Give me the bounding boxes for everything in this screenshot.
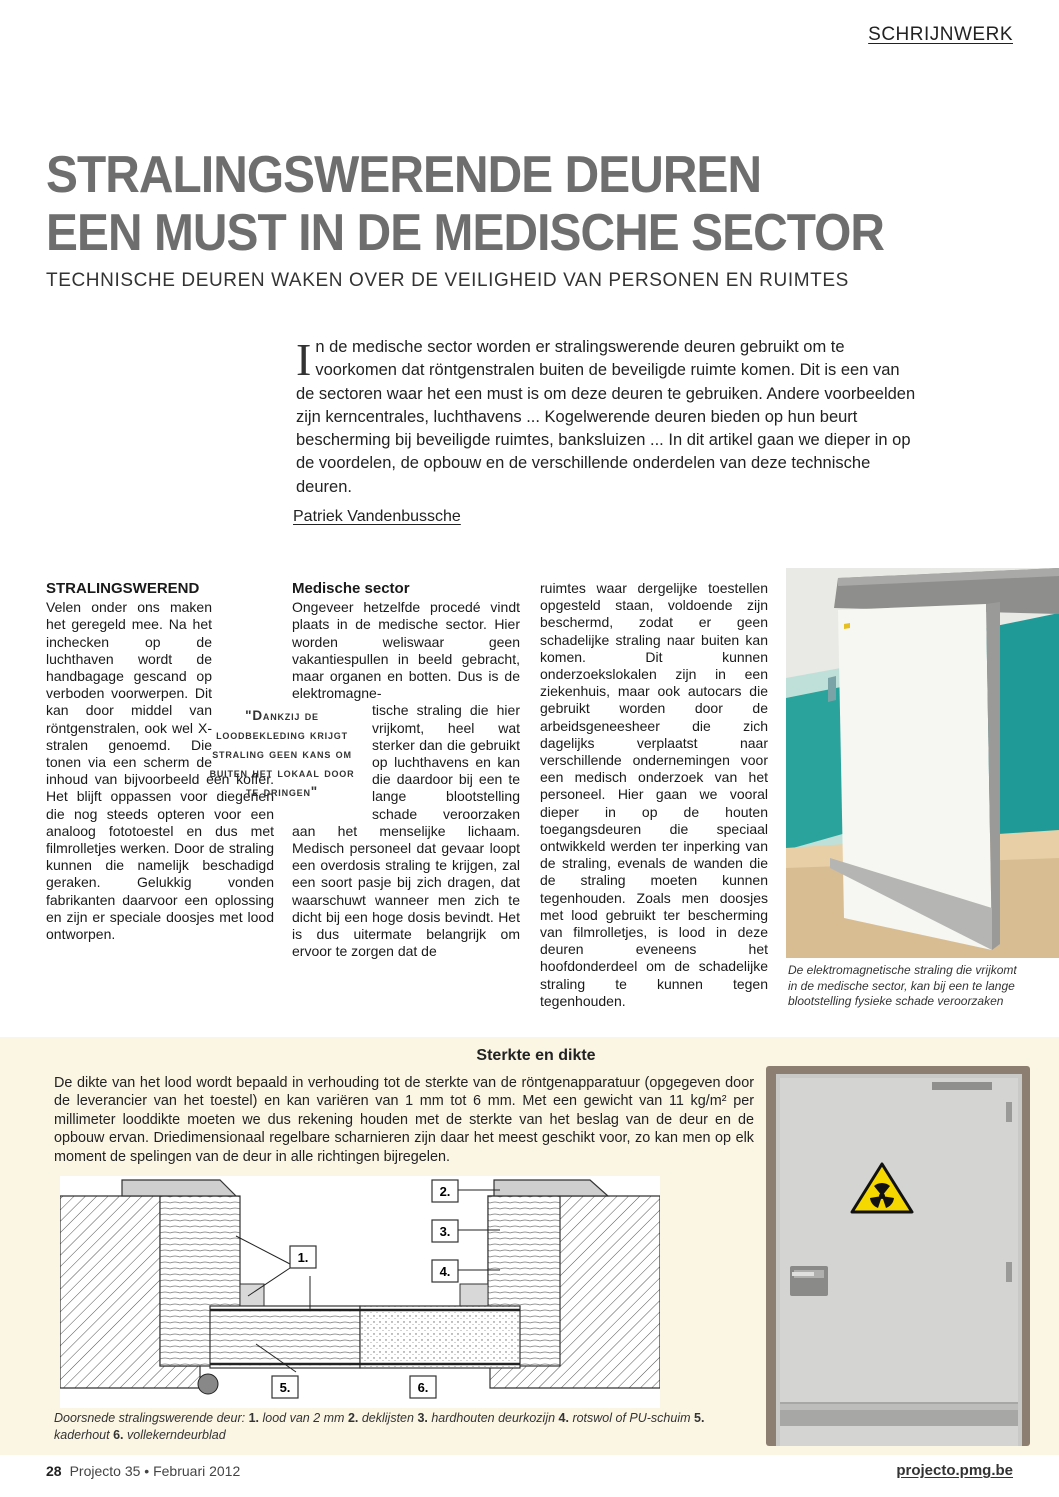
sliding-door-photo — [786, 568, 1059, 958]
drawing-label-5 — [272, 1376, 298, 1398]
page-number: 28 — [46, 1463, 62, 1479]
caption-text-4: rotswol of PU-schuim — [568, 1411, 694, 1425]
headline-line-2: EEN MUST IN DE MEDISCHE SECTOR — [46, 204, 885, 262]
column-2 — [209, 580, 520, 960]
caption-text-5: kaderhout — [54, 1428, 114, 1442]
website-link[interactable]: projecto.pmg.be — [896, 1462, 1013, 1479]
column-2-text-a: Ongeveer hetzelfde procedé vindt plaats in de medische sector. Hier worden weliswaar geen vakantiespullen in beeld gebracht, maar organen en botten. Dus is de elektromagne- — [292, 599, 520, 702]
caption-num-6: 6. — [113, 1428, 124, 1442]
caption-num-3: 3. — [417, 1411, 428, 1425]
column-1-heading: STRALINGSWEREND — [46, 580, 200, 597]
drawing-label-6 — [410, 1376, 436, 1398]
section-label: SCHRIJNWERK — [868, 24, 1013, 45]
drawing-label-4 — [432, 1260, 458, 1282]
caption-num-2: 2. — [347, 1411, 359, 1425]
caption-num-4: 4. — [558, 1411, 569, 1425]
caption-text-6: vollekerndeurblad — [123, 1428, 226, 1442]
caption-num-5: 5. — [694, 1411, 705, 1425]
svg-text:4.: 4. — [439, 1264, 451, 1279]
intro-text: n de medische sector worden er stralingswerende deuren gebruikt om te voorkomen dat röntgenstralen buiten de beveiligde ruimte komen. Dit is een van de sectoren waar het een must is om deze deuren te gebruiken. Andere voorbeelden zijn kerncentrales, luchthavens ... Kogelwerende deuren bieden op hun beurt bescherming bij beveiligde ruimtes, banksluizen ... In dit artikel gaan we dieper in op de voordelen, de opbouw en de verschillende onderdelen van deze technische deuren. — [296, 338, 916, 496]
issue-info: Projecto 35 • Februari 2012 — [69, 1463, 241, 1479]
column-3 — [540, 580, 768, 1010]
caption-text-2: deklijsten — [358, 1411, 418, 1425]
drop-cap: I — [296, 334, 312, 385]
drawing-caption-lead: Doorsnede stralingswerende deur: — [54, 1411, 249, 1425]
door-handle-icon — [790, 1266, 828, 1296]
caption-text-3: hardhouten deurkozijn — [427, 1411, 559, 1425]
column-1-text: Velen onder ons maken het geregeld mee. Na het inchecken op de luchthaven wordt de handbagage gescand op verboden voorwerpen. Dit kan door middel van röntgenstralen, ook wel X-stralen genoemd. Die tonen via een scherm de inhoud van bijvoorbeeld een koffer. Het blijft oppassen voor diegenen die nog steeds opteren voor een analoog fototoestel en dus met filmrolletjes werken. Door de straling kunnen die namelijk beschadigd geraken. Gelukkig vonden fabrikanten daarvoor een oplossing en zijn er speciale doosjes met lood ontworpen. — [46, 599, 274, 943]
svg-text:5.: 5. — [279, 1380, 291, 1395]
svg-text:6.: 6. — [417, 1380, 429, 1395]
subheadline: TECHNISCHE DEUREN WAKEN OVER DE VEILIGHEID VAN PERSONEN EN RUIMTES — [46, 270, 849, 291]
caption-num-1: 1. — [248, 1411, 259, 1425]
sliding-door-illustration — [786, 568, 1059, 958]
caption-text-1: lood van 2 mm — [259, 1411, 348, 1425]
column-3-text: ruimtes waar dergelijke toestellen opgesteld staan, voldoende zijn beschermd, zodat er geen schadelijke straling naar buiten kan komen. Dit kunnen onderzoekslokalen zijn in een ziekenhuis, maar ook autocars die gebruikt worden door de arbeidsgeneesheer die zich dagelijks verplaatst naar verschillende ondernemingen voor een medisch onderzoek van het personeel. Hier gaan we vooral dieper in op de houten toegangsdeuren die speciaal ontwikkeld werden ter inperking van de straling, evenals de wanden die de straling moeten kunnen tegenhouden. Zoals men doosjes met lood gebruikt ter bescherming van filmrolletjes, is lood in deze deuren eveneens het hoofdonderdeel om de schadelijke straling te kunnen tegen tegenhouden. — [540, 580, 768, 1009]
page-footer-left — [46, 1463, 240, 1479]
pull-quote: "Dankzij de loodbekleding krijgt straling geen kans om buiten het lokaal door te dringen" — [209, 708, 355, 800]
author-byline[interactable]: Patriek Vandenbussche — [293, 508, 461, 525]
column-2-heading: Medische sector — [292, 580, 410, 597]
door-cross-section-drawing — [60, 1176, 660, 1408]
drawing-caption — [54, 1410, 734, 1444]
intro-paragraph — [296, 336, 922, 499]
column-2-text-b: tische straling die hier vrijkomt, heel wat sterker dan die gebruikt op luchthavens en kan die daardoor bij een te lange blootstelling schade veroorzaken aan het menselijke lichaam. Medisch personeel dat gevaar loopt een overdosis straling te krijgen, zal een soort pasje bij zich dragen, dat waarschuwt wanneer men zich te dicht bij een hoge dosis bevindt. Het is dus uitermate belangrijk om ervoor te zorgen dat de — [292, 702, 520, 960]
svg-text:1.: 1. — [297, 1250, 309, 1265]
info-box-text: De dikte van het lood wordt bepaald in verhouding tot de sterkte van de röntgenapparatuur (opgegeven door de leverancier van het toestel) en kan variëren van 1 mm tot 6 mm. Met een gewicht van 11 kg/m² per millimeter looddikte moeten we dus rekening houden met de sterkte van het beslag van de deur en de opbouw ervan. Driedimensionaal regelbare scharnieren zijn daar het meest geschikt voor, zo kan men op elk moment de spelingen van de deur in alle richtingen bijregelen. — [54, 1075, 754, 1165]
photo-1-caption: De elektromagnetische straling die vrijkomt in de medische sector, kan bij een te lange blootstelling fysieke schade veroorzaken — [788, 963, 1017, 1008]
drawing-label-2 — [432, 1180, 458, 1202]
svg-text:2.: 2. — [439, 1184, 451, 1199]
drawing-label-3 — [432, 1220, 458, 1242]
radiation-door-photo — [762, 1062, 1034, 1446]
drawing-label-1 — [290, 1246, 316, 1268]
svg-text:3.: 3. — [439, 1224, 451, 1239]
info-box-title: Sterkte en dikte — [476, 1047, 596, 1064]
headline-line-1: STRALINGSWERENDE DEUREN — [46, 146, 762, 204]
headline — [46, 146, 929, 262]
